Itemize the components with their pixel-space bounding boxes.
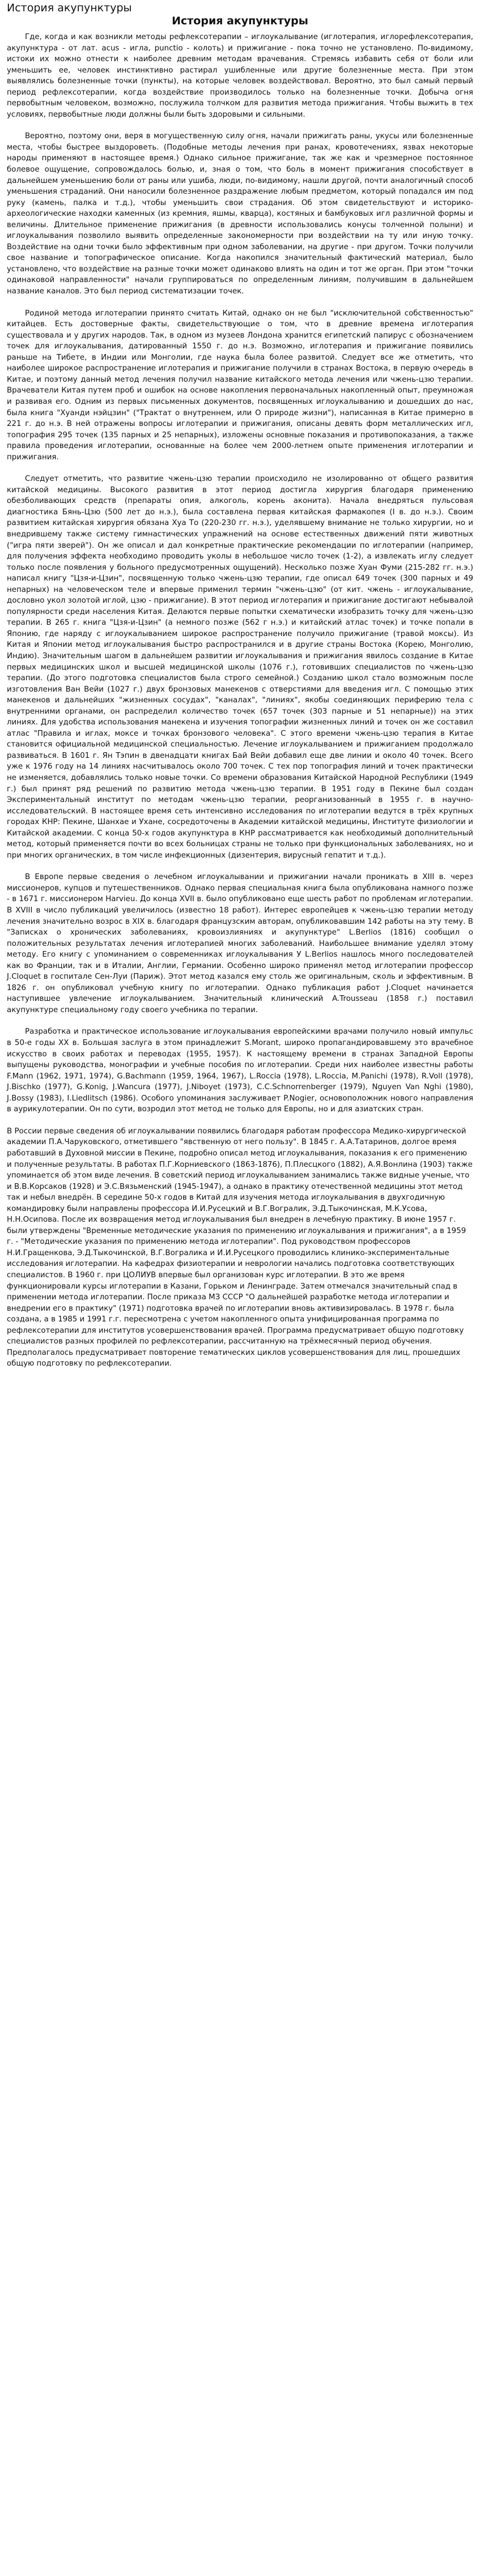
paragraph-china-development: Следует отметить, что развитие чжень-цзю терапии происходило не изолированно от общего развития китайской медицины. Высокого развития в этот период достигла хирургия благодаря применению обезболивающих средств (препараты опия, алкоголь, корень аконита). Начала внедряться пульсовая диагностика Бянь-Цзю (500 лет до н.э.), была составлена первая китайская фармакопея (I в. до н.э.). Своим развитием китайская хирургия обязана Хуа То (220-230 гг. н.э.), уделявшему внимание не только хирургии, но и внедрившему также систему гимнастических упражнений на основе естественных движений пяти животных ("игра пяти зверей"). Он же описал и дал конкретные практические рекомендации по иглотерапии (например, для получения эффекта необходимо проводить уколы в небольшое число точек (1-2), а извлекать иглу следует только после появления у больного предусмотренных ощущений). Несколько позже Хуан Фуми (215-282 гг. н.э.) написал книгу "Цзя-и-Цзин", посвященную только чжень-цзю терапии, где описал 649 точек (300 парных и 49 непарных) на человеческом теле и впервые применил термин "чжень-цзю" (от кит. чжень - иглоукалывание, дословно укол золотой иглой, цзю - прижигание). В этот период иглотерапия и прижигание достигают небывалой популярности среди населения Китая. Делаются первые попытки схематически изобразить точку для чжень-цзю терапии. В 265 г. книга "Цзя-и-Цзин" (а немного позже (562 г н.э.) и китайский атлас точек) и точке попали в Японию, где наряду с иглоукалыванием широкое распространение получило прижигание (травой моксы). Из Китая и Японии метод иглоукалывания быстро распространился и в другие страны Востока (Корею, Монголию, Индию). Значительным шагом в дальнейшем развитии иглоукалывания и прижигания явилось создание в Китае первых медицинских школ и высшей медицинской школы (1076 г.), готовивших специалистов по чжень-цзю терапии. (До этого подготовка специалистов была строго семейной.) Созданию школ стало возможным после изготовления Ван Вейи (1027 г.) двух бронзовых манекенов с отверстиями для введения игл. С помощью этих манекенов и дальнейших "жизненных сосудах", "каналах", "линиях", якобы соединяющих периферию тела с внутренними органами, он распределил количество точек (657 точек (303 парные и 51 непарные)) на этих линиях. Для удобства использования манекена и изучения топографии жизненных линий и точек он же составил атлас "Правила и иглах, моксе и точках бронзового человека". С этого времени чжень-цзю терапия в Китае становится официальной медицинской специальностью. Лечение иглоукалыванием и прижиганием продолжало развиваться. В 1601 г. Ян Тэпин в двенадцати книгах Бай Вейи добавил еще две линии и около 40 точек. Всего уже к 1976 году на 14 линиях насчитывалось около 700 точек. С тех пор топография линий и точек практически не изменяется, добавлялись только новые точки. Со времени образования Китайской Народной Республики (1949 г.) был принят ряд решений по развитию метода чжень-цзю терапии. В 1951 году в Пекине был создан Экспериментальный институт по методам чжень-цзю терапии, реорганизованный в 1955 г. в научно-исследовательский. В настоящее время сеть интенсивно исследования по иглотерапии ведутся в трёх крупных городах КНР: Пекине, Шанхае и Ухане, сосредоточены в Академии китайской медицины, Институте физиологии и Китайской академии. С конца 50-х годов акупунктура в КНР рассматривается как необходимый дополнительный метод, который применяется почти во всех больницах страны не только при функциональных заболеваниях, но и при многих органических, в том числе инфекционных (дизентерия, вирусный гепатит и т.д.).: [7, 475, 473, 860]
article-heading: История акупунктуры: [172, 15, 308, 27]
page-tab-title: История акупунктуры: [7, 2, 132, 14]
paragraph-origins: Где, когда и как возникли методы рефлексотерапии – иглоукалывание (иглотерапия, иглорефлексотерапия, акупунктура - от лат. acus - игла, punctio - колоть) и прижигание - пока точно не установлено. По-видимому, истоки их можно отнести к наиболее древним методам врачевания. Стремясь избавить себя от боли или уменьшить ее, человек инстинктивно растирал ушибленные или другие болезненные места. При этом выявлялись болезненные точки (пункты), на которые человек воздействовал. Вероятно, это был самый первый период рефлексотерапии, когда воздействие производилось только на болезненные точки. Добыча огня первобытным человеком, возможно, послужила толчком для развития метода прижигания. Чтобы выжить в тех условиях, первобытные люди должны были быть здоровыми и сильными.: [7, 33, 473, 119]
paragraph-europe-modern: Разработка и практическое использование иглоукалывания европейскими врачами получило новый импульс в 50-е годы XX в. Большая заслуга в этом принадлежит S.Morant, широко пропагандировавшему это врачебное искусство в своих работах и переводах (1955, 1957). К настоящему времени в странах Западной Европы выпущены руководства, монографии и учебные пособия по иглотерапии. Среди них наиболее известны работы F.Mann (1962, 1971, 1974), G.Bachmann (1959, 1964, 1967), L.Roccia (1978), L.Roccia, M.Panichi (1978), R.Voll (1978), J.Bischko (1977), G.Konig, J.Wancura (1977), J.Niboyet (1973), C.C.Schnorrenberger (1979), Nguyen Van Nghi (1980), J.Bossy (1983), I.Liedlitsch (1986). Особого упоминания заслуживает P.Nogier, основоположник нового направления в аурикулотерапии. Он по сути, возродил этот метод не только для Европы, но и для азиатских стран.: [7, 1027, 473, 1114]
paragraph-europe-history: В Европе первые сведения о лечебном иглоукалывании и прижигании начали проникать в XIII в. через миссионеров, купцов и путешественников. Однако первая специальная книга была опубликована намного позже - в 1671 г. миссионером Harvieu. До конца XVII в. было опубликовано еще шесть работ по проблемам иглотерапии. В XVIII в число публикаций увеличилось (известно 18 работ). Интерес европейцев к чжень-цзю терапии методу лечения значительно возрос в XIX в. благодаря французским авторам, опубликовавшим 142 работы на эту тему. В "Записках о хронических заболеваниях, кровоизлияниях и акупунктуре" L.Berlios (1816) сообщил о положительных результатах лечения иглотерапией многих заболеваний. Наибольшее внимание уделял этому методу. Его книгу с упоминанием о современниках иглоукалывания У L.Berlios нашлось много последователей как во Франции, так и в Италии, Англии, Германии. Особенно широко применял метод иглотерапии профессор J.Cloquet в госпитале Сен-Луи (Париж). Этот метод казался ему столь же оригинальным, сколь и эффективным. В 1826 г. он опубликовал учебную книгу по иглотерапии. Однако публикация работ J.Cloquet начинается наступившее увлечение иглоукалыванием. Значительный клинический A.Trousseau (1858 г.) поставил акупунктуре специальному году своего учебника по терапии.: [7, 873, 473, 1014]
paragraph-cauterization: Вероятно, поэтому они, веря в могущественную силу огня, начали прижигать раны, укусы или болезненные места, чтобы быстрее выздороветь. (Подобные методы лечения при ранах, кровотечениях, язвах некоторые народы применяют в настоящее время.) Однако сильное прижигание, так же как и чрезмерное постоянное болевое ощущение, сопровождалось болью, и, зная о том, что боль в момент прижигания способствует в дальнейшем уменьшению боли от раны или ушиба, люди, по-видимому, нашли другой, почти аналогичный способ уменьшения страданий. Они наносили болезненное раздражение любым предметом, который попадался им под руку (камень, палка и т.д.), чтобы уменьшить свои страдания. Об этом свидетельствуют и историко-археологические находки каменных (из кремния, яшмы, кварца), костяных и бамбуковых игл различной формы и величины. Длительное применение прижигания (в древности использовались конусы толченной полыни) и иглоукалывания позволило выявить определенные закономерности при воздействии на ту или иную точку. Воздействие на одни точки было эффективным при одном заболевании, на другие - при другом. Точки получили свое название и топографическое описание. Когда накопился значительный фактический материал, было установлено, что воздействие на разные точки может одинаково влиять на один и тот же орган. При этом "точки одинаковой направленности" начали группироваться по определенным линиям, получившим в дальнейшем название каналов. Это был период систематизации точек.: [7, 132, 473, 296]
paragraph-china-homeland: Родиной метода иглотерапии принято считать Китай, однако он не был "исключительной собственностью" китайцев. Есть достоверные факты, свидетельствующие о том, что в древние времена иглотерапия существовала и у других народов. Так, в одном из музеев Лондона хранится египетский папирус с обозначением точек для иглоукалывания, датированный 1550 г. до н.э. Возможно, иглотерапия и прижигание появились раньше на Тибете, в Индии или Монголии, где наука была более развитой. Следует все же отметить, что наиболее широкое распространение иглотерапия и прижигание получили в странах Востока, в первую очередь в Китае, и поэтому данный метод лечения получил название китайского метода лечения или чжень-цзю терапии. Врачеватели Китая путем проб и ошибок на основе накопления первоначальных накопленный опыт, преумножая и развивая его. Одним из первых письменных документов, посвященных иглоукалыванию и дошедших до нас, была книга "Хуанди нэйцзин" ("Трактат о внутреннем, или О природе жизни"), написанная в Китае примерно в 221 г. до н.э. В ней отражены вопросы иглотерапии и прижигания, описаны девять форм металлических игл, топография 295 точек (135 парных и 25 непарных), изложены основные показания и противопоказания, а также правила проведения иглотерапии, основанные на более чем 2000-летнем опыте применения иглотерапии и прижигания.: [7, 309, 473, 462]
paragraph-russia: В России первые сведения об иглоукалывании появились благодаря работам профессора Медико-хирургической академии П.А.Чаруковского, отметившего "явственную от него пользу". В 1845 г. А.А.Татаринов, долгое время работавший в Духовной миссии в Пекине, подробно описал метод иглоукалывания, показания к его применению и полученные результаты. В работах П.Г.Корниевского (1863-1876), П.Плесцкого (1882), А.Я.Вонлина (1903) также упоминается об этом виде лечения. В советский период иглоукалыванием занимались также видные ученые, что и В.В.Корсаков (1928) и Э.С.Вязьменский (1945-1947), а однако в практику отечественной медицины этот метод так и небыл внедрён. В середине 50-х годов в Китай для изучения метода иглоукалывания в двухгодичную командировку были направлены профессора И.И.Русецкий и В.Г.Вогралик, Э.Д.Тыкочинская, М.К.Усова, Н.Н.Осипова. После их возвращения метод иглоукалывания был внедрен в лечебную практику. В июне 1957 г. были утверждены "Временные методические указания по применению иглоукалывания и прижигания", а в 1959 г. - "Методические указания по применению метода иглотерапии". Под руководством профессоров Н.И.Гращенкова, Э.Д.Тыкочинской, В.Г.Вогралика и И.И.Русецкого проводились клинико-экспериментальные исследования иглотерапии. На кафедрах физиотерапии и неврологии начались подготовка соответствующих специалистов. В 1960 г. при ЦОЛИУВ впервые был организован курс иглотерапии. В это же время функционировали курсы иглотерапии в Казани, Горьком и Ленинграде. Затем отмечался значительный спад в применении метода иглотерапии. После приказа МЗ СССР "О дальнейшей разработке метода иглотерапии и внедрении его в практику" (1971) подготовка врачей по иглотерапии вновь активизировалась. В 1978 г. была создана, а в 1985 и 1991 г.г. пересмотрена с учетом накопленного опыта унифицированная программа по рефлексотерапии для институтов усовершенствования врачей. Программа предусматривает общую подготовку специалистов разных профилей по рефлексотерапии, рассчитанную на трёхмесячный период обучения. Предполагалось предусматривает повторение тематических циклов усовершенствования для лиц, прошедших общую подготовку по рефлексотерапии.: [7, 1127, 473, 1368]
